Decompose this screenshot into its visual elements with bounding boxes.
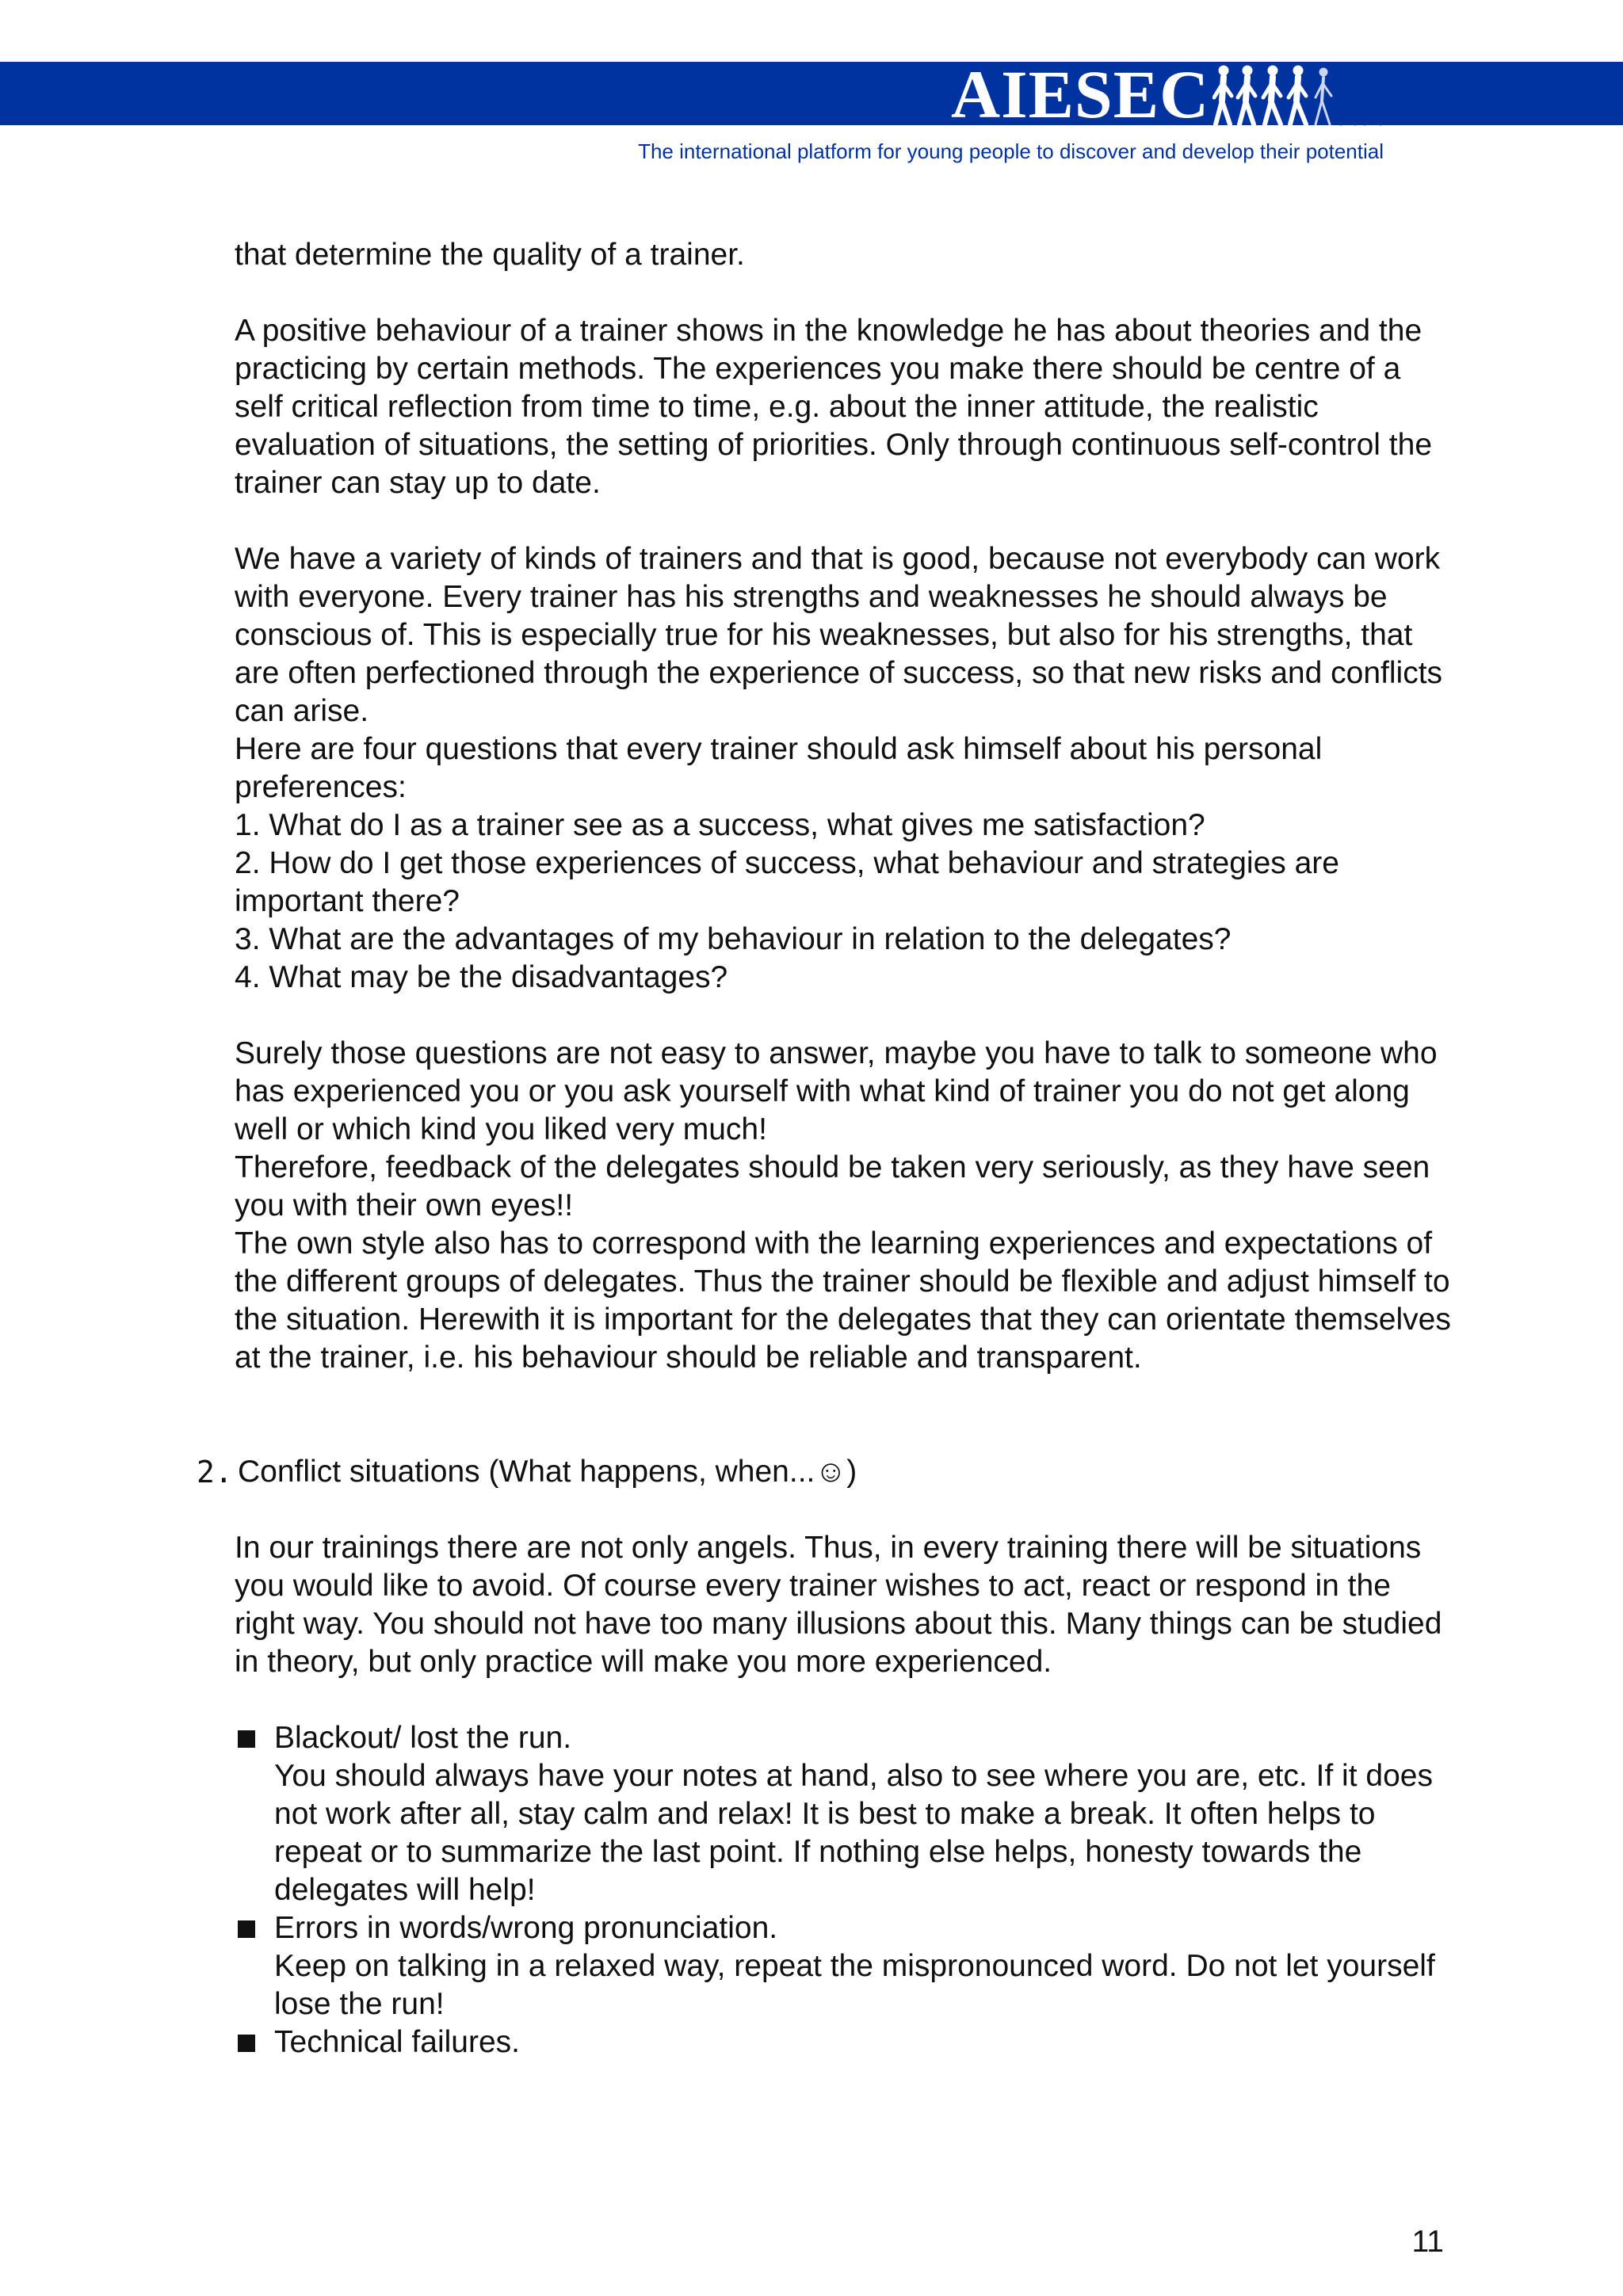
list-item [235, 2023, 1455, 2061]
bullet-list [235, 1719, 1455, 2061]
paragraph: The own style also has to correspond with the learning experiences and expectations of the different groups of delegates. Thus the trainer should be flexible and adjust himself to the situation. Herewith it is important for the delegates that they can orientate themselves at the trainer, i.e. his behaviour should be reliable and transparent. [235, 1226, 1451, 1375]
paragraph: Here are four questions that every trainer should ask himself about his personal preferences: [235, 732, 1323, 804]
question-item: 1. What do I as a trainer see as a success, what gives me satisfaction? [235, 808, 1205, 842]
page-number: 11 [1411, 2225, 1444, 2259]
paragraph: In our trainings there are not only angels. Thus, in every training there will be situations you would like to avoid. Of course every trainer wishes to act, react or respond in the right way. You should not have too many illusions about this. Many things can be studied in theory, but only practice will make you more experienced. [235, 1531, 1442, 1679]
bullet-title: Technical failures. [274, 2025, 520, 2059]
tagline: The international platform for young people to discover and develop their potential [638, 139, 1384, 163]
section-title: Conflict situations (What happens, when...☺) [238, 1455, 857, 1489]
walking-people-icon [1212, 61, 1387, 128]
paragraph: that determine the quality of a trainer. [235, 238, 745, 272]
square-bullet-icon [238, 1730, 255, 1748]
page-content [197, 236, 1455, 2061]
question-item: 3. What are the advantages of my behaviour in relation to the delegates? [235, 922, 1232, 956]
section-heading [197, 1453, 1455, 1491]
list-item [235, 1719, 1455, 1909]
square-bullet-icon [238, 1920, 255, 1938]
square-bullet-icon [238, 2035, 255, 2052]
paragraph: Therefore, feedback of the delegates should be taken very seriously, as they have seen you with their own eyes!! [235, 1150, 1430, 1222]
paragraph: A positive behaviour of a trainer shows in the knowledge he has about theories and the practicing by certain methods. The experiences you make there should be centre of a self critical reflection from time to time, e.g. about the inner attitude, the realistic evaluation of situations, the setting of priorities. Only through continuous self-control the trainer can stay up to date. [235, 314, 1433, 500]
question-item: 2. How do I get those experiences of success, what behaviour and strategies are important there? [235, 846, 1339, 918]
logo-text: AIESEC [951, 56, 1210, 132]
bullet-title: Blackout/ lost the run. [274, 1721, 572, 1755]
list-item [235, 1909, 1455, 2023]
aiesec-logo [951, 56, 1387, 132]
section-number: 2. [197, 1455, 233, 1489]
paragraph: Surely those questions are not easy to answer, maybe you have to talk to someone who has experienced you or you ask yourself with what kind of trainer you do not get along well or which kind you liked very much! [235, 1036, 1438, 1146]
paragraph: We have a variety of kinds of trainers and that is good, because not everybody can work with everyone. Every trainer has his strengths and weaknesses he should always be conscious of. This is especially true for his weaknesses, but also for his strengths, that are often perfectioned through the experience of success, so that new risks and conflicts can arise. [235, 542, 1443, 728]
bullet-text: You should always have your notes at hand, also to see where you are, etc. If it does not work after all, stay calm and relax! It is best to make a break. It often helps to repeat or to summarize the last point. If nothing else helps, honesty towards the delegates will help! [274, 1759, 1433, 1907]
bullet-text: Keep on talking in a relaxed way, repeat the mispronounced word. Do not let yourself lose the run! [274, 1949, 1435, 2021]
question-item: 4. What may be the disadvantages? [235, 960, 728, 994]
bullet-title: Errors in words/wrong pronunciation. [274, 1911, 778, 1945]
